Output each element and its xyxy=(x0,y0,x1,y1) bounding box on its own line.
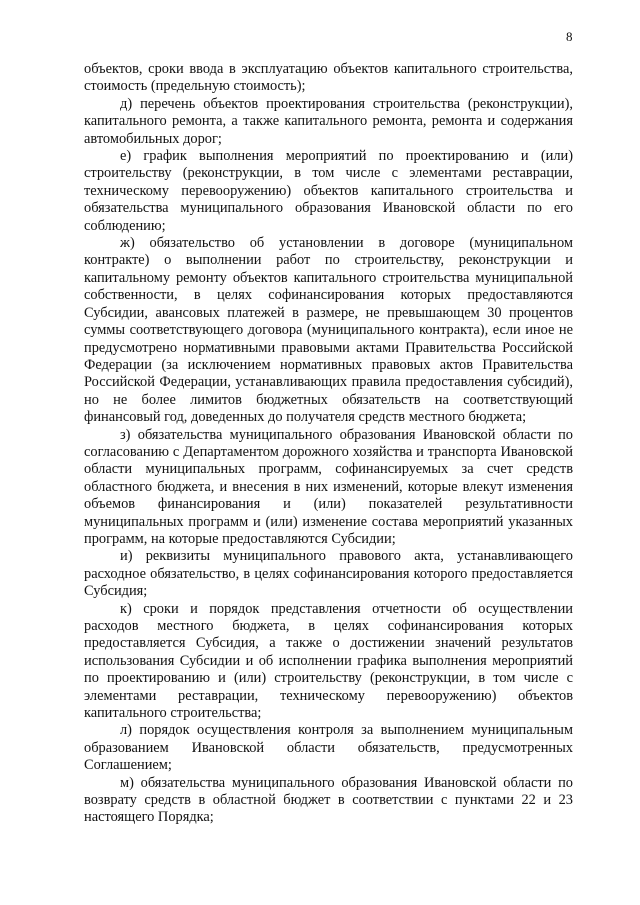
paragraph-item-e: е) график выполнения мероприятий по проектированию и (или) строительству (реконструкции, в том числе с элементами реставрации, техническому перевооружению) объектов капитального строительства и обязательства муниципального образования Ивановской области по его соблюдению; xyxy=(84,148,573,234)
paragraph-item-d: д) перечень объектов проектирования строительства (реконструкции), капитального ремонта, а также капитального ремонта, ремонта и содержания автомобильных дорог; xyxy=(84,95,573,147)
paragraph-item-zh: ж) обязательство об установлении в договоре (муниципальном контракте) о выполнении работ по строительству, реконструкции и капитальному ремонту объектов капитального строительства муниципальной собственности, в целях софинансирования которых предоставляются Субсидии, авансовых платежей в размере, не превышающем 30 процентов суммы соответствующего договора (муниципального контракта), если иное не предусмотрено нормативными правовыми актами Правительства Российской Федерации (за исключением нормативных правовых актов Правительства Российской Федерации, устанавливающих правила предоставления субсидий), но не более лимитов бюджетных обязательств на соответствующий финансовый год, доведенных до получателя средств местного бюджета; xyxy=(84,235,573,426)
paragraph-item-i: и) реквизиты муниципального правового акта, устанавливающего расходное обязательство, в целях софинансирования которого предоставляется Субсидия; xyxy=(84,548,573,600)
paragraph-item-m: м) обязательства муниципального образования Ивановской области по возврату средств в областной бюджет в соответствии с пунктами 22 и 23 настоящего Порядка; xyxy=(84,774,573,826)
paragraph-continuation: объектов, сроки ввода в эксплуатацию объектов капитального строительства, стоимость (предельную стоимость); xyxy=(84,61,573,95)
document-body xyxy=(84,61,573,827)
paragraph-item-k: к) сроки и порядок представления отчетности об осуществлении расходов местного бюджета, в целях софинансирования которых предоставляется Субсидия, а также о достижении значений результатов использования Субсидии и об исполнении графика выполнения мероприятий по проектированию и (или) строительству (реконструкции, в том числе с элементами реставрации, техническому перевооружению) объектов капитального строительства; xyxy=(84,600,573,722)
page-number: 8 xyxy=(566,29,573,44)
paragraph-item-z: з) обязательства муниципального образования Ивановской области по согласованию с Департаментом дорожного хозяйства и транспорта Ивановской области муниципальных программ, софинансируемых за счет средств областного бюджета, и внесения в них изменений, которые влекут изменения объемов финансирования и (или) показателей результативности муниципальных программ и (или) изменение состава мероприятий указанных программ, на которые предоставляются Субсидии; xyxy=(84,426,573,547)
paragraph-item-l: л) порядок осуществления контроля за выполнением муниципальным образованием Ивановской области обязательств, предусмотренных Соглашением; xyxy=(84,722,573,774)
